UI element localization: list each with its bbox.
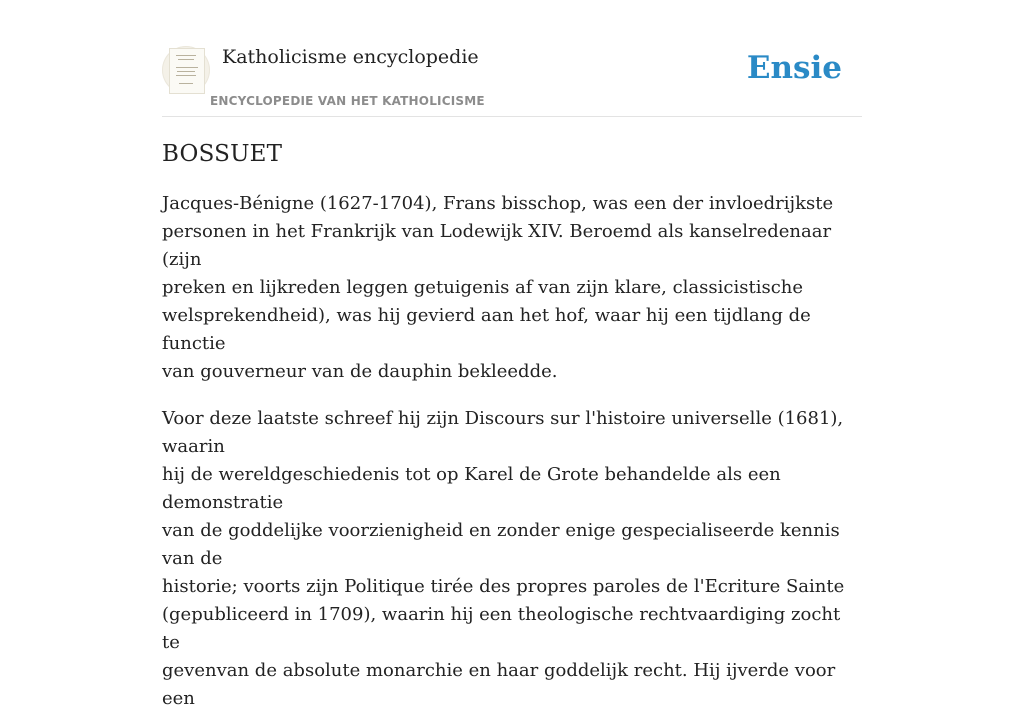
article-paragraph: Jacques-Bénigne (1627-1704), Frans bisschop, was een der invloedrijkste personen in het Frankrijk van Lodewijk XIV. Beroemd als kanselredenaar (zijn preken en lijkreden leggen getuigenis af van zijn klare, classicistische welsprekendheid), was hij gevierd aan het hof, waar hij een tijdlang de functie van gouverneur van de dauphin bekleedde. xyxy=(162,193,834,382)
site-title[interactable]: Katholicisme encyclopedie xyxy=(222,46,479,68)
site-subtitle: ENCYCLOPEDIE VAN HET KATHOLICISME xyxy=(210,94,485,108)
article xyxy=(162,138,862,713)
book-cover-thumbnail xyxy=(169,48,205,94)
ensie-logo-link[interactable]: Ensie xyxy=(746,50,842,86)
article-paragraph: Voor deze laatste schreef hij zijn Discours sur l'histoire universelle (1681), waarin hij de wereldgeschiedenis tot op Karel de Grote behandelde als een demonstratie van de goddelijke voorzienigheid en zonder enige gespecialiseerde kennis van de historie; voorts zijn Politique tirée des propres paroles de l'Ecriture Sainte (gepubliceerd in 1709), waarin hij een theologische rechtvaardiging zocht te gevenvan de absolute monarchie en haar goddelijk recht. Hij ijverde voor een xyxy=(162,408,845,709)
article-title: BOSSUET xyxy=(162,141,283,167)
site-header xyxy=(162,40,862,117)
encyclopedia-cover-icon[interactable] xyxy=(162,46,210,94)
